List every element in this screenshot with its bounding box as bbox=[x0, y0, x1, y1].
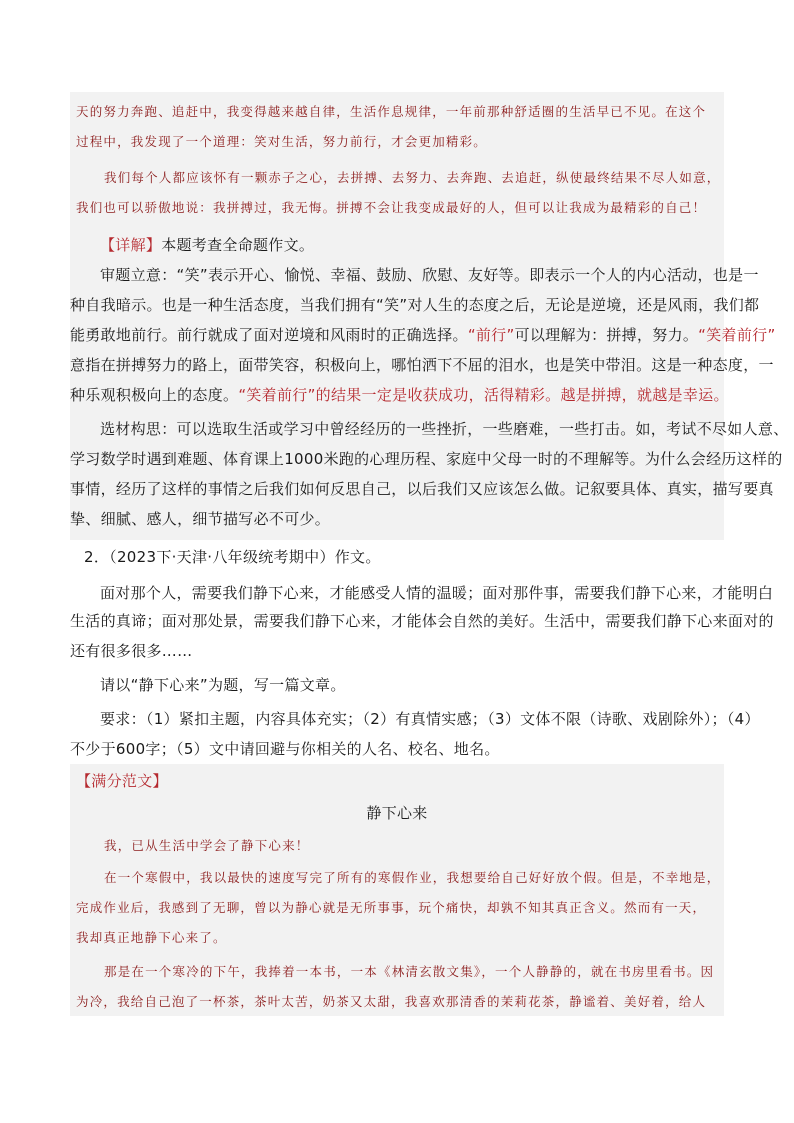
essay-line: 我却真正地静下心来了。 bbox=[76, 930, 227, 945]
detail-text: 意指在拼搏努力的路上，面带笑容，积极向上，哪怕洒下不屈的泪水，也是笑中带泪。这是一种态度，一 bbox=[70, 356, 774, 374]
detail-heading bbox=[100, 234, 314, 255]
essay-line: 天的努力奔跑、追赶中，我变得越来越自律，生活作息规律，一年前那种舒适圈的生活早已不见。在这个 bbox=[76, 104, 707, 119]
detail-text: 挚、细腻、感人，细节描写必不可少。 bbox=[70, 510, 331, 528]
essay-line: 我们每个人都应该怀有一颗赤子之心，去拼搏、去努力、去奔跑、去追赶，纵使最终结果不尽人如意， bbox=[104, 170, 721, 185]
detail-line bbox=[70, 448, 783, 469]
model-essay-tag: 【满分范文】 bbox=[76, 772, 168, 790]
detail-text: 种乐观积极向上的态度。 bbox=[70, 386, 239, 404]
essay-line: 我，已从生活中学会了静下心来！ bbox=[104, 838, 310, 853]
detail-section bbox=[70, 226, 789, 540]
essay-line: 那是在一个寒冷的下午，我捧着一本书，一本《林清玄散文集》，一个人静静的，就在书房里看书。因 bbox=[104, 964, 715, 979]
detail-text: 可以理解为：拼搏，努力。 bbox=[514, 326, 699, 344]
requirements-line: 要求：（1）紧扣主题，内容具体充实；（2）有真情实感；（3）文体不限（诗歌、戏剧除外）；（4） bbox=[100, 710, 760, 728]
essay-line: 完成作业后，我感到了无聊，曾以为静心就是无所事事，玩个痛快，却孰不知其真正含义。然而有一天， bbox=[76, 900, 707, 915]
prompt-line: 还有很多很多…… bbox=[70, 642, 193, 660]
essay-line: 过程中，我发现了一个道理：笑对生活，努力前行，才会更加精彩。 bbox=[76, 134, 488, 149]
detail-text: 学习数学时遇到难题、体育课上1000米跑的心理历程、家庭中父母一时的不理解等。为什么会经历这样的 bbox=[70, 450, 783, 468]
highlighted-text: “笑着前行” bbox=[698, 326, 776, 344]
model-essay-title: 静下心来 bbox=[366, 804, 428, 822]
highlighted-text: “前行” bbox=[467, 326, 515, 344]
prompt-line: 生活的真谛；面对那处景，需要我们静下心来，才能体会自然的美好。生活中，需要我们静下心来面对的 bbox=[70, 612, 774, 630]
detail-text: 审题立意：“笑”表示开心、愉悦、幸福、鼓励、欣慰、友好等。即表示一个人的内心活动，也是一 bbox=[100, 266, 759, 284]
requirements-line: 不少于600字；（5）文中请回避与你相关的人名、校名、地名。 bbox=[70, 740, 500, 758]
essay-line: 我们也可以骄傲地说：我拼搏过，我无悔。拼搏不会让我变成最好的人，但可以让我成为最精彩的自己！ bbox=[76, 200, 707, 215]
detail-line bbox=[70, 478, 774, 499]
highlighted-text: “笑着前行”的结果一定是收获成功，活得精彩。越是拼搏，就越是幸运。 bbox=[238, 386, 729, 404]
model-essay bbox=[70, 764, 724, 1016]
instruction: 请以“静下心来”为题，写一篇文章。 bbox=[100, 676, 346, 694]
detail-line bbox=[70, 508, 330, 529]
detail-line bbox=[70, 384, 729, 405]
prompt-line: 面对那个人，需要我们静下心来，才能感受人情的温暖；面对那件事，需要我们静下心来，才能明白 bbox=[100, 584, 774, 602]
detail-line bbox=[70, 354, 774, 375]
detail-line bbox=[70, 294, 759, 315]
essay-line: 为冷，我给自己泡了一杯茶，茶叶太苦，奶茶又太甜，我喜欢那清香的茉莉花茶，静谧着、美好着，给人 bbox=[76, 994, 707, 1009]
detail-tag: 【详解】 bbox=[100, 236, 162, 254]
detail-line bbox=[70, 324, 776, 345]
question-header: 2．（2023下·天津·八年级统考期中）作文。 bbox=[84, 548, 381, 566]
detail-line bbox=[100, 418, 789, 439]
detail-text: 事情，经历了这样的事情之后我们如何反思自己，以后我们又应该怎么做。记叙要具体、真实，描写要真 bbox=[70, 480, 774, 498]
question-2 bbox=[70, 540, 774, 762]
essay-line: 在一个寒假中，我以最快的速度写完了所有的寒假作业，我想要给自己好好放个假。但是，不幸地是， bbox=[104, 870, 721, 885]
detail-line bbox=[100, 264, 759, 285]
detail-intro: 本题考查全命题作文。 bbox=[161, 236, 315, 254]
essay1-tail bbox=[70, 92, 724, 226]
detail-text: 能勇敢地前行。前行就成了面对逆境和风雨时的正确选择。 bbox=[70, 326, 468, 344]
detail-text: 种自我暗示。也是一种生活态度，当我们拥有“笑”对人生的态度之后，无论是逆境，还是风雨，我们都 bbox=[70, 296, 760, 314]
detail-text: 选材构思：可以选取生活或学习中曾经经历的一些挫折，一些磨难，一些打击。如，考试不尽如人意、 bbox=[100, 420, 789, 438]
